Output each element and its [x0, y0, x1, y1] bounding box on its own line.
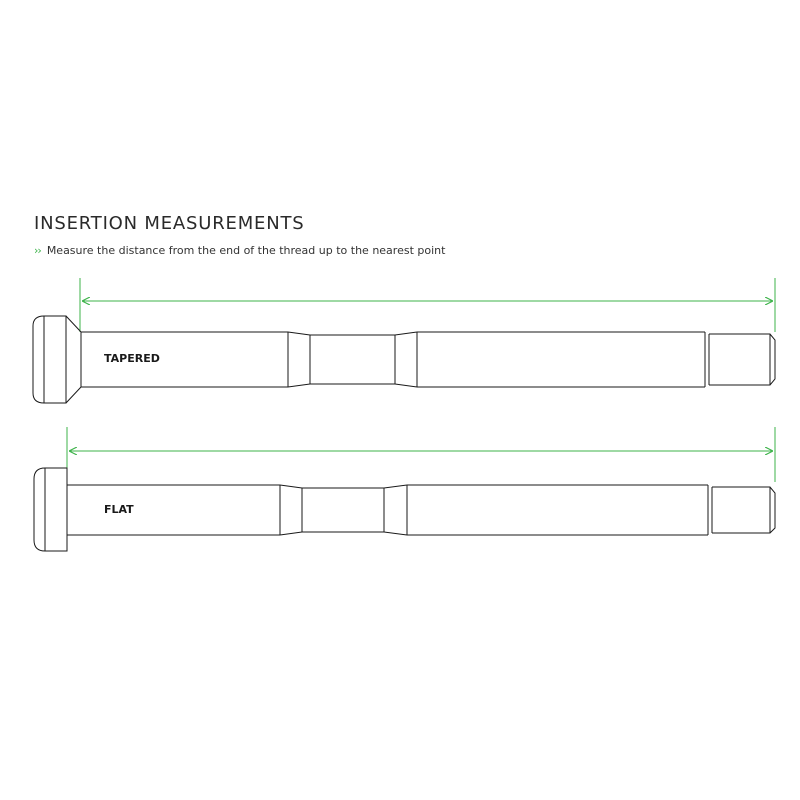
flat-label: FLAT	[104, 503, 134, 516]
flat-measure-line	[67, 427, 775, 482]
flat-head	[34, 468, 67, 551]
tapered-cone	[66, 316, 81, 403]
tapered-axle	[33, 278, 775, 403]
flat-axle	[34, 427, 775, 551]
tapered-label: TAPERED	[104, 352, 160, 365]
tapered-head	[33, 316, 66, 403]
page-title: INSERTION MEASUREMENTS	[34, 213, 305, 234]
tapered-measure-line	[80, 278, 775, 332]
instruction-label: Measure the distance from the end of the thread up to the nearest point	[46, 244, 446, 257]
chevron-bullet-icon: ››	[34, 244, 41, 257]
